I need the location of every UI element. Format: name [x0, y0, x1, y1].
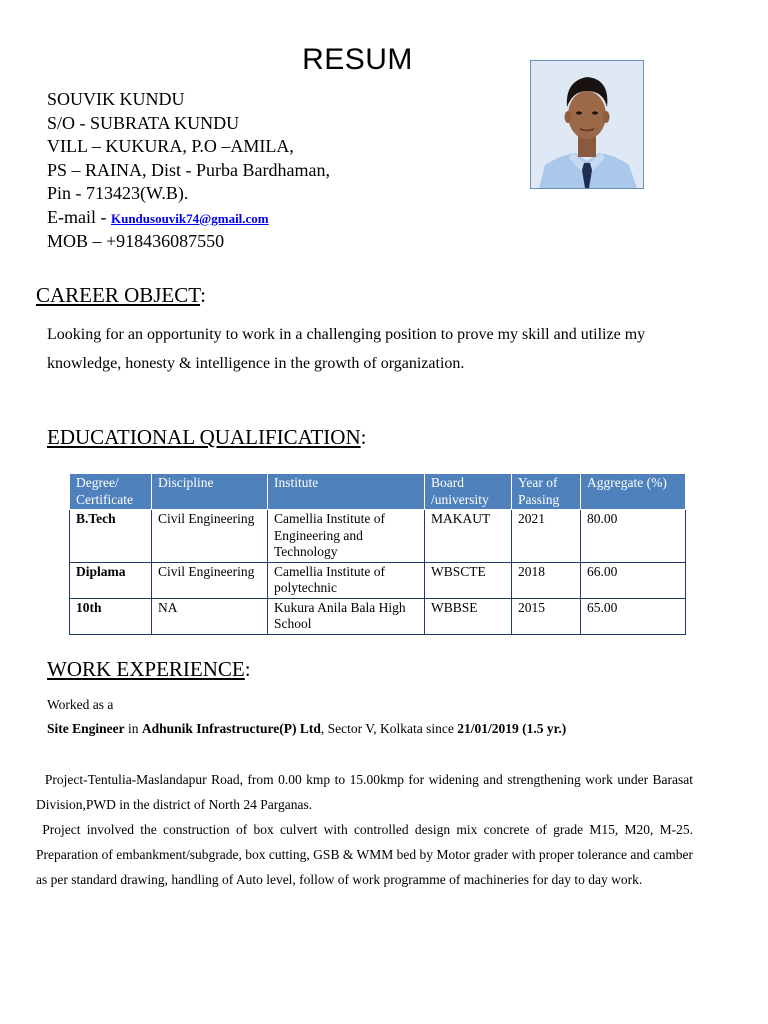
profile-photo — [530, 60, 644, 189]
email-label: E-mail - — [47, 206, 111, 227]
column-header: Aggregate (%) — [581, 474, 686, 510]
address-pin: Pin - 713423(W.B). — [47, 183, 189, 203]
work-heading: WORK EXPERIENCE: — [47, 657, 251, 681]
email-line — [47, 206, 330, 231]
column-header: Discipline — [152, 474, 268, 510]
table-cell: WBSCTE — [425, 562, 512, 598]
address-village: VILL – KUKURA, P.O –AMILA, — [47, 136, 294, 156]
table-cell: Kukura Anila Bala High School — [268, 598, 425, 634]
table-cell: Camellia Institute of polytechnic — [268, 562, 425, 598]
work-role-line: Site Engineer in Adhunik Infrastructure(P) Ltd, Sector V, Kolkata since 21/01/2019 (1.5 yr.) — [47, 721, 567, 736]
table-cell: Civil Engineering — [152, 510, 268, 563]
table-header-row — [70, 474, 686, 510]
contact-block — [47, 88, 330, 254]
project-description-1: Project-Tentulia-Maslandapur Road, from 0.00 kmp to 15.00kmp for widening and strengthening work under Barasat Division,PWD in the district of North 24 Parganas. — [36, 772, 697, 812]
degree-cell: 10th — [70, 598, 152, 634]
work-intro: Worked as a — [47, 697, 114, 712]
start-date: 21/01/2019 (1.5 yr.) — [457, 721, 567, 736]
degree-cell: B.Tech — [70, 510, 152, 563]
education-table — [69, 473, 686, 635]
education-heading: EDUCATIONAL QUALIFICATION: — [47, 425, 367, 449]
table-cell: Camellia Institute of Engineering and Technology — [268, 510, 425, 563]
table-row — [70, 562, 686, 598]
career-text: Looking for an opportunity to work in a challenging position to prove my skill and utilize my knowledge, honesty & intelligence in the growth of organization. — [47, 326, 646, 372]
company-name: Adhunik Infrastructure(P) Ltd — [141, 721, 321, 736]
table-cell: 65.00 — [581, 598, 686, 634]
table-cell: 80.00 — [581, 510, 686, 563]
table-cell: WBBSE — [425, 598, 512, 634]
project-description-2: Project involved the construction of box culvert with controlled design mix concrete of grade M15, M20, M-25. Preparation of embankment/subgrade, box cutting, GSB & WMM bed by Motor grader with proper tolerance and camber as per standard drawing, handling of Auto level, follow of work programme of machineries for day to day work. — [36, 822, 697, 887]
table-row — [70, 598, 686, 634]
address-ps: PS – RAINA, Dist - Purba Bardhaman, — [47, 159, 330, 180]
table-cell: 2021 — [512, 510, 581, 563]
job-title: Site Engineer — [47, 721, 125, 736]
degree-cell: Diplama — [70, 562, 152, 598]
table-cell: NA — [152, 598, 268, 634]
table-cell: MAKAUT — [425, 510, 512, 563]
column-header: Board /university — [425, 474, 512, 510]
table-cell: 2015 — [512, 598, 581, 634]
mobile-line: MOB – +918436087550 — [47, 231, 225, 251]
email-link[interactable]: Kundusouvik74@gmail.com — [110, 210, 269, 226]
father-name: S/O - SUBRATA KUNDU — [47, 112, 240, 133]
table-cell: Civil Engineering — [152, 562, 268, 598]
table-cell: 66.00 — [581, 562, 686, 598]
table-cell: 2018 — [512, 562, 581, 598]
column-header: Institute — [268, 474, 425, 510]
profile-photo-image — [531, 61, 643, 188]
education-table-wrap — [69, 473, 686, 635]
column-header: Year of Passing — [512, 474, 581, 510]
candidate-name: SOUVIK KUNDU — [47, 89, 185, 109]
column-header: Degree/ Certificate — [70, 474, 152, 510]
resume-title: RESUM — [302, 43, 413, 76]
career-heading: CAREER OBJECT: — [36, 283, 206, 307]
table-row — [70, 510, 686, 563]
